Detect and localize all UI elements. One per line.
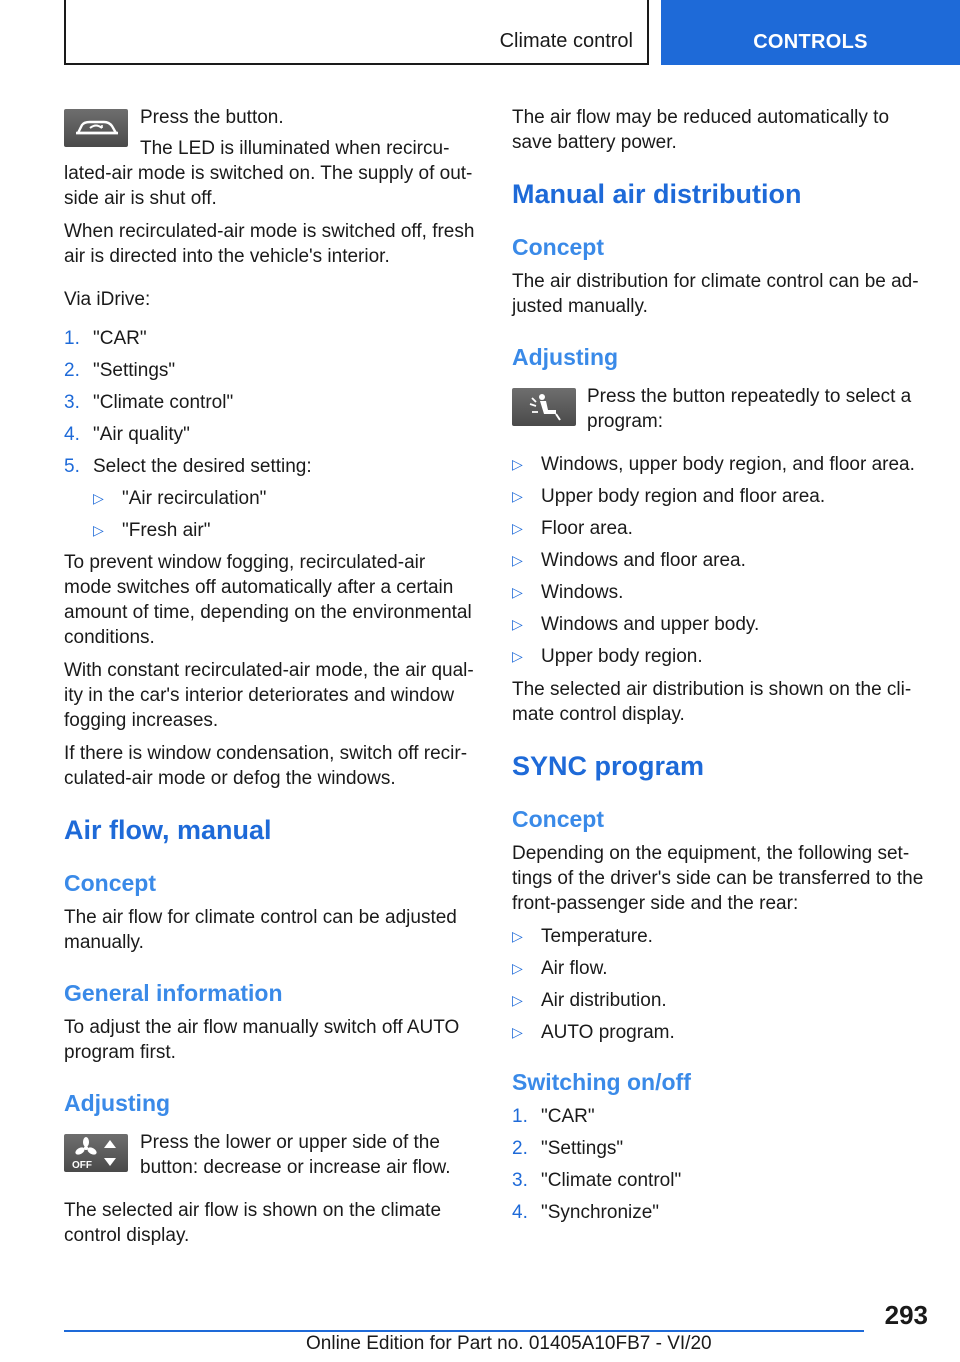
bullet-icon: ▷	[512, 1024, 523, 1040]
bullet-icon: ▷	[512, 616, 523, 632]
shown-text-2: control display.	[64, 1225, 190, 1246]
shown-text-1: The selected air flow is shown on the climate	[64, 1200, 442, 1221]
step-text: "Synchronize"	[541, 1202, 660, 1223]
press-button-text: Press the button.	[140, 107, 284, 128]
led-text-2: lated-air mode is switched on. The supply of out-	[64, 163, 473, 184]
header-tab-controls	[661, 0, 960, 65]
sync-text-1: Depending on the equipment, the following set-	[512, 843, 910, 864]
fog-text-1: To prevent window fogging, recirculated-air	[64, 552, 426, 573]
bullet-icon: ▷	[512, 992, 523, 1008]
bullet-icon: ▷	[512, 520, 523, 536]
program-item: Windows and floor area.	[541, 550, 746, 571]
page-number: 293	[884, 1300, 928, 1330]
program-item: Upper body region.	[541, 646, 703, 667]
step-number: 5.	[64, 456, 80, 477]
bullet-icon: ▷	[512, 648, 523, 664]
reduced-text-1: The air flow may be reduced automatically to	[512, 107, 890, 128]
heading-concept: Concept	[512, 234, 604, 260]
distribution-text-2: mate control display.	[512, 704, 685, 725]
step-number: 4.	[64, 424, 80, 445]
sync-item: Air distribution.	[541, 990, 667, 1011]
footer-edition-text: Online Edition for Part no. 01405A10FB7 - VI/20	[306, 1333, 712, 1354]
sync-item: Temperature.	[541, 926, 653, 947]
general-text-1: To adjust the air flow manually switch off AUTO	[64, 1017, 460, 1038]
step-number: 1.	[64, 328, 80, 349]
step-number: 3.	[64, 392, 80, 413]
adjust-text-1: Press the lower or upper side of the	[140, 1132, 440, 1153]
step-number: 2.	[64, 360, 80, 381]
heading-sync-program: SYNC program	[512, 751, 705, 781]
step-number: 3.	[512, 1170, 528, 1191]
step-text: "Settings"	[541, 1138, 624, 1159]
off-label: OFF	[72, 1160, 92, 1171]
header-section-box	[64, 0, 649, 65]
sync-item: AUTO program.	[541, 1022, 675, 1043]
adjust-text-2: button: decrease or increase air flow.	[140, 1157, 451, 1178]
concept-text-2: justed manually.	[512, 296, 648, 317]
bullet-icon: ▷	[512, 584, 523, 600]
condensation-text-1: If there is window condensation, switch off recir-	[64, 743, 468, 764]
heading-air-flow-manual: Air flow, manual	[64, 815, 272, 845]
heading-general-information: General information	[64, 980, 283, 1006]
fog-text-4: conditions.	[64, 627, 155, 648]
concept-text-2: manually.	[64, 932, 144, 953]
header-tab-label: CONTROLS	[753, 31, 868, 53]
bullet-icon: ▷	[93, 522, 104, 538]
sync-text-3: front-passenger side and the rear:	[512, 893, 799, 914]
program-item: Upper body region and floor area.	[541, 486, 826, 507]
reduced-text-2: save battery power.	[512, 132, 677, 153]
constant-text-1: With constant recirculated-air mode, the air qual-	[64, 660, 474, 681]
step-number: 4.	[512, 1202, 528, 1223]
led-text-1: The LED is illuminated when recircu-	[140, 138, 450, 159]
footer-divider	[64, 1330, 864, 1332]
step-number: 1.	[512, 1106, 528, 1127]
constant-text-2: ity in the car's interior deteriorates and window	[64, 685, 455, 706]
heading-manual-air-distribution: Manual air distribution	[512, 179, 802, 209]
bullet-icon: ▷	[512, 488, 523, 504]
sync-text-2: tings of the driver's side can be transferred to the	[512, 868, 924, 889]
adjust-text-2: program:	[587, 411, 664, 432]
program-item: Floor area.	[541, 518, 633, 539]
off-text-1: When recirculated-air mode is switched off, fresh	[64, 221, 475, 242]
program-item: Windows, upper body region, and floor area.	[541, 454, 915, 475]
heading-adjusting: Adjusting	[512, 344, 619, 370]
off-text-2: air is directed into the vehicle's interior.	[64, 246, 390, 267]
heading-concept: Concept	[512, 806, 604, 832]
program-item: Windows.	[541, 582, 624, 603]
recirculation-button-icon	[64, 109, 128, 147]
step-text: "Climate control"	[93, 392, 234, 413]
step-text: "Settings"	[93, 360, 176, 381]
step-text: Select the desired setting:	[93, 456, 312, 477]
substep-text: "Fresh air"	[122, 520, 211, 541]
step-text: "Climate control"	[541, 1170, 682, 1191]
fog-text-3: amount of time, depending on the environmental	[64, 602, 472, 623]
condensation-text-2: culated-air mode or defog the windows.	[64, 768, 396, 789]
via-idrive-text: Via iDrive:	[64, 289, 151, 310]
step-text: "CAR"	[541, 1106, 595, 1127]
bullet-icon: ▷	[512, 960, 523, 976]
bullet-icon: ▷	[512, 928, 523, 944]
heading-adjusting: Adjusting	[64, 1090, 171, 1116]
fan-off-button-icon	[64, 1134, 128, 1172]
substep-text: "Air recirculation"	[122, 488, 267, 509]
concept-text-1: The air distribution for climate control can be ad-	[512, 271, 919, 292]
fog-text-2: mode switches off automatically after a certain	[64, 577, 454, 598]
program-item: Windows and upper body.	[541, 614, 760, 635]
general-text-2: program first.	[64, 1042, 176, 1063]
header-section-title: Climate control	[499, 30, 633, 52]
bullet-icon: ▷	[93, 490, 104, 506]
concept-text-1: The air flow for climate control can be adjusted	[64, 907, 457, 928]
air-distribution-button-icon	[512, 388, 576, 426]
bullet-icon: ▷	[512, 456, 523, 472]
adjust-text-1: Press the button repeatedly to select a	[587, 386, 912, 407]
constant-text-3: fogging increases.	[64, 710, 219, 731]
sync-item: Air flow.	[541, 958, 608, 979]
step-number: 2.	[512, 1138, 528, 1159]
led-text-3: side air is shut off.	[64, 188, 217, 209]
step-text: "CAR"	[93, 328, 147, 349]
distribution-text-1: The selected air distribution is shown on the cli-	[512, 679, 912, 700]
heading-concept: Concept	[64, 870, 156, 896]
bullet-icon: ▷	[512, 552, 523, 568]
heading-switching-on-off: Switching on/off	[512, 1069, 691, 1095]
step-text: "Air quality"	[93, 424, 190, 445]
